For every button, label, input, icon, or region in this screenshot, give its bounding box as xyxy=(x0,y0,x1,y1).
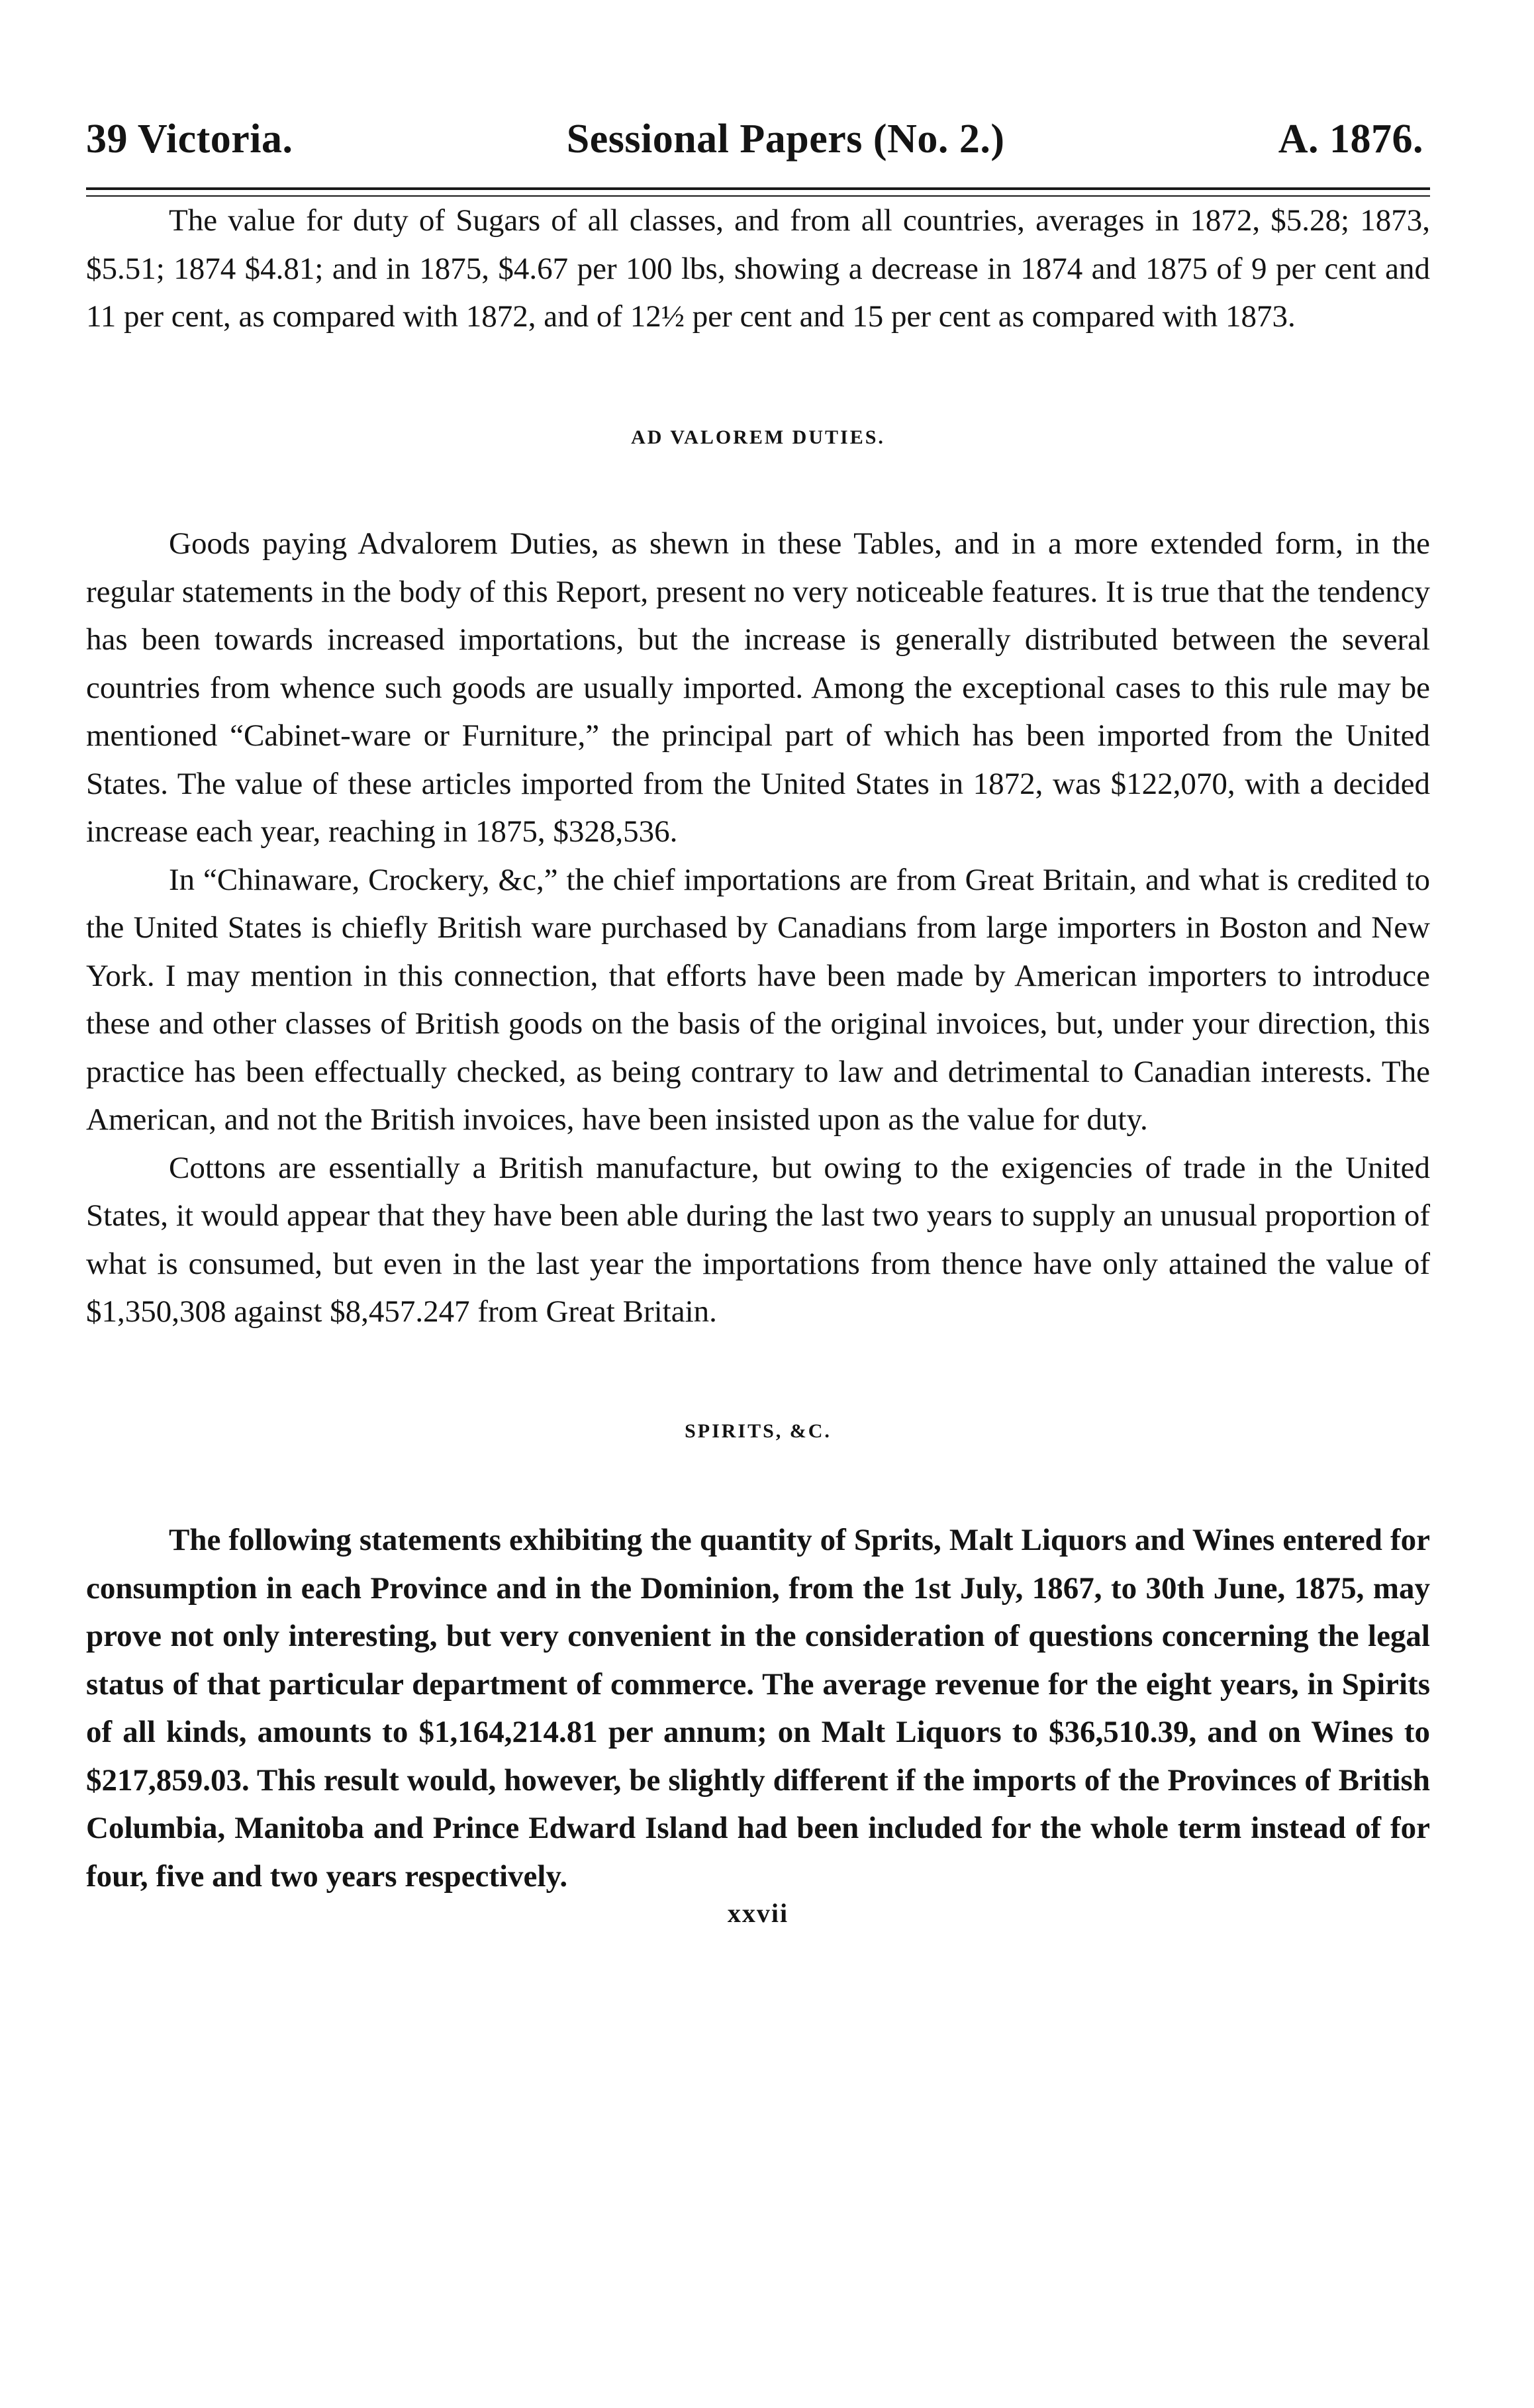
header-rule xyxy=(86,187,1430,197)
page-number: xxvii xyxy=(727,1898,789,1928)
running-header xyxy=(86,116,1430,169)
heading-ad-valorem-duties: AD VALOREM DUTIES. xyxy=(631,426,885,448)
paragraph-chinaware: In “Chinaware, Crockery, &c,” the chief importations are from Great Britain, and what is credited to the United States is chiefly British ware purchased by Canadians from large importers in Boston and New York. I may mention in this connection, that efforts have been made by American importers to introduce these and other classes of British goods on the basis of the original invoices, but, under your direction, this practice has been effectually checked, as being contrary to law and detrimental to Canadian interests. The American, and not the British invoices, have been insisted upon as the value for duty. xyxy=(86,862,1430,1137)
heading-spirits: SPIRITS, &C. xyxy=(685,1420,832,1442)
paragraph-cottons: Cottons are essentially a British manufacture, but owing to the exigencies of trade in the United States, it would appear that they have been able during the last two years to supply an unusual proportion of what is consumed, but even in the last year the importations from thence have only attained the value of $1,350,308 against $8,457.247 from Great Britain. xyxy=(86,1150,1430,1329)
header-session: 39 Victoria. xyxy=(86,117,293,162)
document-page xyxy=(86,116,1430,1929)
header-title: Sessional Papers (No. 2.) xyxy=(566,117,1005,162)
paragraph-sugars: The value for duty of Sugars of all classes, and from all countries, averages in 1872, $5.28; 1873, $5.51; 1874 $4.81; and in 1875, $4.67 per 100 lbs, showing a decrease in 1874 and 1875 of 9 per cent and 11 per cent, as compared with 1872, and of 12½ per cent and 15 per cent as compared with 1873. xyxy=(86,203,1430,334)
body-text xyxy=(86,197,1430,1900)
paragraph-advalorem: Goods paying Advalorem Duties, as shewn in these Tables, and in a more extended form, in the regular statements in the body of this Report, present no very noticeable features. It is true that the tendency has been towards increased importations, but the increase is generally distributed between the several countries from whence such goods are usually imported. Among the exceptional cases to this rule may be mentioned “Cabinet-ware or Furniture,” the principal part of which has been imported from the United States. The value of these articles imported from the United States in 1872, was $122,070, with a decided increase each year, reaching in 1875, $328,536. xyxy=(86,526,1430,849)
header-year: A. 1876. xyxy=(1278,117,1423,162)
paragraph-spirits: The following statements exhibiting the quantity of Sprits, Malt Liquors and Wines entered for consumption in each Province and in the Dominion, from the 1st July, 1867, to 30th June, 1875, may prove not only interesting, but very convenient in the consideration of questions concerning the legal status of that particular department of commerce. The average revenue for the eight years, in Spirits of all kinds, amounts to $1,164,214.81 per annum; on Malt Liquors to $36,510.39, and on Wines to $217,859.03. This result would, however, be slightly different if the imports of the Provinces of British Columbia, Manitoba and Prince Edward Island had been included for the whole term instead of for four, five and two years respectively. xyxy=(86,1523,1430,1894)
